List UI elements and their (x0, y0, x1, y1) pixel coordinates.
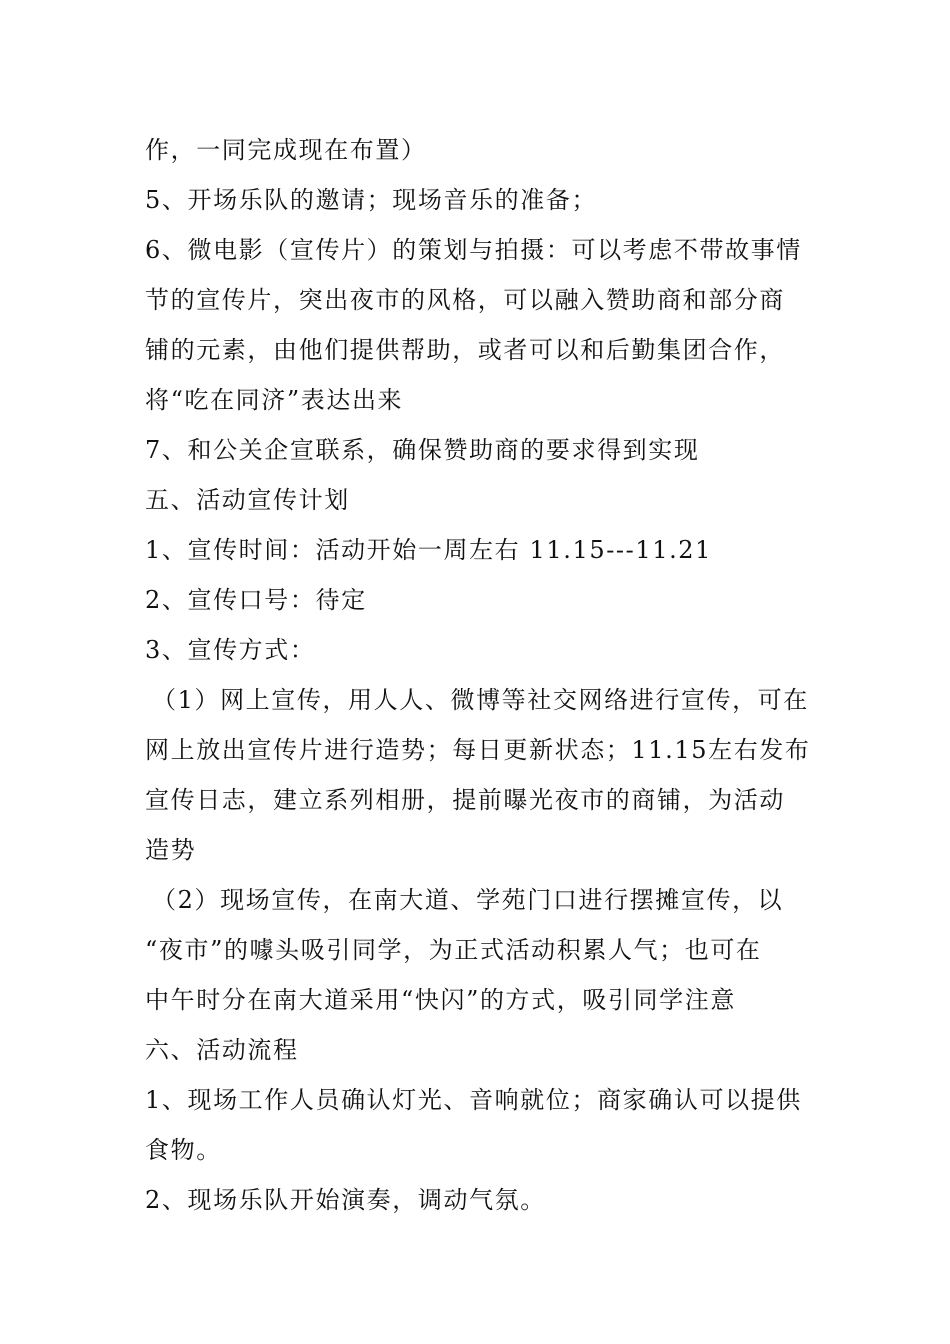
text-line: 宣传日志，建立系列相册，提前曝光夜市的商铺，为活动 (145, 786, 785, 814)
text-line: 2、宣传口号：待定 (145, 586, 367, 614)
text-line: 6、微电影（宣传片）的策划与拍摄：可以考虑不带故事情 (145, 236, 802, 264)
text-line: 7、和公关企宣联系，确保赞助商的要求得到实现 (145, 436, 700, 464)
section-heading: 六、活动流程 (145, 1036, 299, 1064)
text-line: 食物。 (145, 1136, 222, 1164)
section-heading: 五、活动宣传计划 (145, 486, 350, 514)
text-line: 3、宣传方式： (145, 636, 316, 664)
text-line: “夜市”的噱头吸引同学，为正式活动积累人气；也可在 (145, 936, 762, 964)
text-line: 中午时分在南大道采用“快闪”的方式，吸引同学注意 (145, 986, 736, 1014)
text-line: 2、现场乐队开始演奏，调动气氛。 (145, 1186, 546, 1214)
text-line: （2）现场宣传，在南大道、学苑门口进行摆摊宣传，以 (152, 886, 784, 914)
text-line: 造势 (145, 836, 197, 864)
text-line: 1、宣传时间：活动开始一周左右 11.15---11.21 (145, 536, 713, 564)
text-line: 节的宣传片，突出夜市的风格，可以融入赞助商和部分商 (145, 286, 785, 314)
text-line: 5、开场乐队的邀请；现场音乐的准备； (145, 186, 598, 214)
text-line: 铺的元素，由他们提供帮助，或者可以和后勤集团合作， (145, 336, 785, 364)
text-line: 网上放出宣传片进行造势；每日更新状态；11.15左右发布 (145, 736, 811, 764)
text-line: 1、现场工作人员确认灯光、音响就位；商家确认可以提供 (145, 1086, 802, 1114)
text-line: （1）网上宣传，用人人、微博等社交网络进行宣传，可在 (152, 686, 809, 714)
text-line: 将“吃在同济”表达出来 (145, 386, 404, 414)
text-line: 作，一同完成现在布置） (145, 136, 427, 164)
